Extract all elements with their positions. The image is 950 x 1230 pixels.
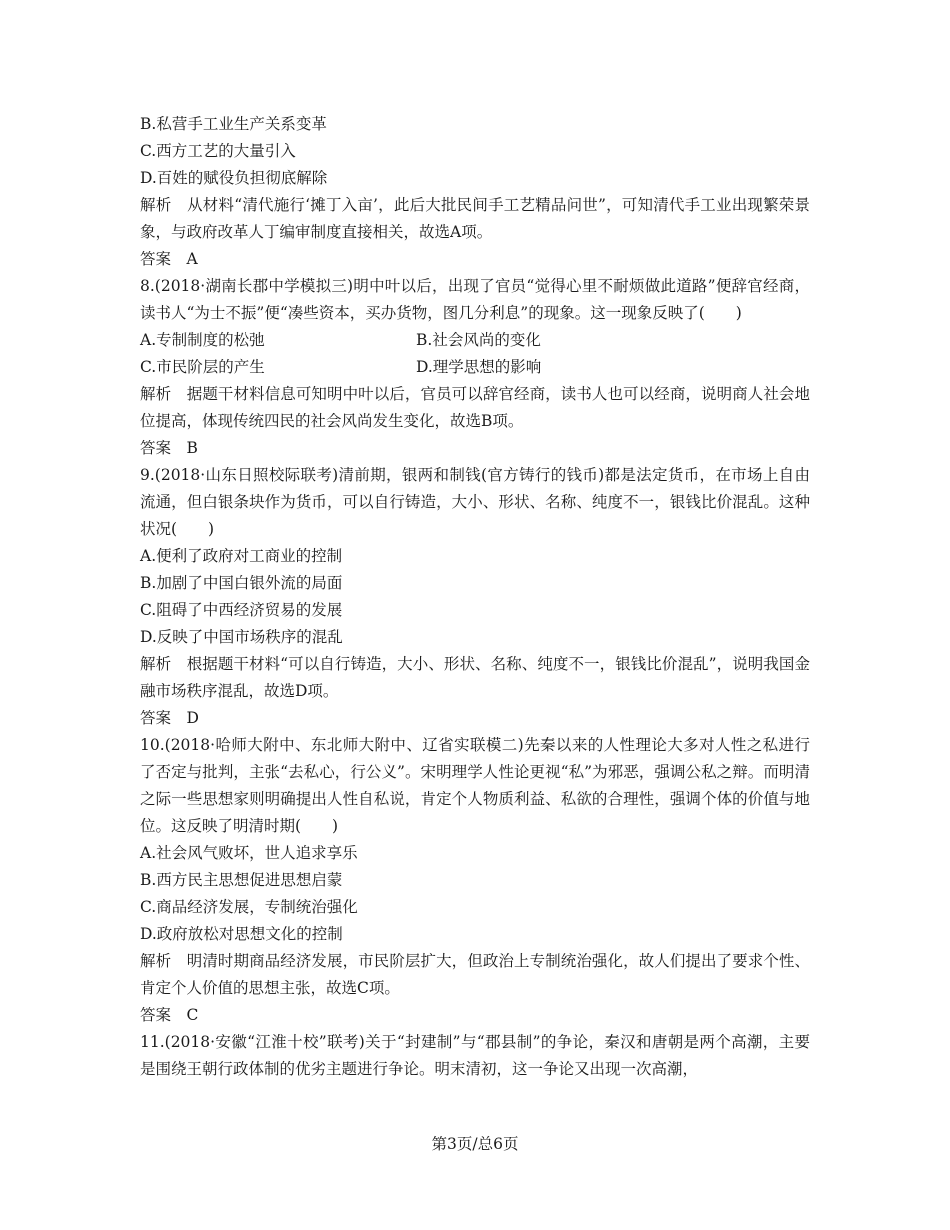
question-11-stem: 11.(2018·安徽“江淮十校”联考)关于“封建制”与“郡县制”的争论，秦汉和唐朝是两个高潮，主要是围绕王朝行政体制的优劣主题进行争论。明末清初，这一争论又出现一次高潮，	[140, 1033, 810, 1078]
question-8-option-b: B.社会风尚的变化	[416, 331, 541, 349]
analysis-prev: 解析 从材料“清代施行‘摊丁入亩’，此后大批民间手工艺精品问世”，可知清代手工业出现繁荣景象，与政府改革人丁编审制度直接相关，故选A项。	[140, 196, 810, 241]
option-d-prev: D.百姓的赋役负担彻底解除	[140, 169, 328, 187]
answer-prev: 答案 A	[140, 250, 198, 268]
question-8-analysis: 解析 据题干材料信息可知明中叶以后，官员可以辞官经商，读书人也可以经商，说明商人社会地位提高，体现传统四民的社会风尚发生变化，故选B项。	[140, 385, 810, 430]
question-8-stem: 8.(2018·湖南长郡中学模拟三)明中叶以后，出现了官员“觉得心里不耐烦做此道路”便辞官经商，读书人“为士不振”便“凑些资本，买办货物，图几分利息”的现象。这一现象反映了( )	[140, 277, 810, 322]
question-10-answer: 答案 C	[140, 1006, 199, 1024]
option-c-prev: C.西方工艺的大量引入	[140, 142, 296, 160]
question-8-option-c: C.市民阶层的产生	[140, 358, 265, 376]
question-8-options-row-2	[140, 354, 810, 381]
option-b-prev: B.私营手工业生产关系变革	[140, 115, 327, 133]
question-10-option-b: B.西方民主思想促进思想启蒙	[140, 871, 343, 889]
question-9-stem: 9.(2018·山东日照校际联考)清前期，银两和制钱(官方铸行的钱币)都是法定货币，在市场上自由流通，但白银条块作为货币，可以自行铸造，大小、形状、名称、纯度不一，银钱比价混乱。这种状况( )	[140, 466, 810, 538]
question-9-option-a: A.便利了政府对工商业的控制	[140, 547, 343, 565]
question-10-option-d: D.政府放松对思想文化的控制	[140, 925, 343, 943]
page-footer: 第3页/总6页	[431, 1135, 519, 1153]
question-10-option-c: C.商品经济发展，专制统治强化	[140, 898, 358, 916]
question-10-stem: 10.(2018·哈师大附中、东北师大附中、辽省实联模二)先秦以来的人性理论大多对人性之私进行了否定与批判，主张“去私心，行公义”。宋明理学人性论更视“私”为邪恶，强调公私之辩。而明清之际一些思想家则明确提出人性自私说，肯定个人物质利益、私欲的合理性，强调个体的价值与地位。这反映了明清时期( )	[140, 736, 810, 835]
question-8-option-d: D.理学思想的影响	[416, 358, 542, 376]
question-10-option-a: A.社会风气败坏，世人追求享乐	[140, 844, 358, 862]
question-9-option-b: B.加剧了中国白银外流的局面	[140, 574, 343, 592]
question-9-answer: 答案 D	[140, 709, 199, 727]
question-9-option-c: C.阻碍了中西经济贸易的发展	[140, 601, 343, 619]
question-9-analysis: 解析 根据题干材料“可以自行铸造，大小、形状、名称、纯度不一，银钱比价混乱”，说明我国金融市场秩序混乱，故选D项。	[140, 655, 810, 700]
question-9-option-d: D.反映了中国市场秩序的混乱	[140, 628, 343, 646]
question-8-answer: 答案 B	[140, 439, 198, 457]
question-8-options-row-1	[140, 327, 810, 354]
question-10-analysis: 解析 明清时期商品经济发展，市民阶层扩大，但政治上专制统治强化，故人们提出了要求个性、肯定个人价值的思想主张，故选C项。	[140, 952, 810, 997]
question-8-option-a: A.专制制度的松弛	[140, 331, 265, 349]
document-body	[140, 111, 810, 1083]
